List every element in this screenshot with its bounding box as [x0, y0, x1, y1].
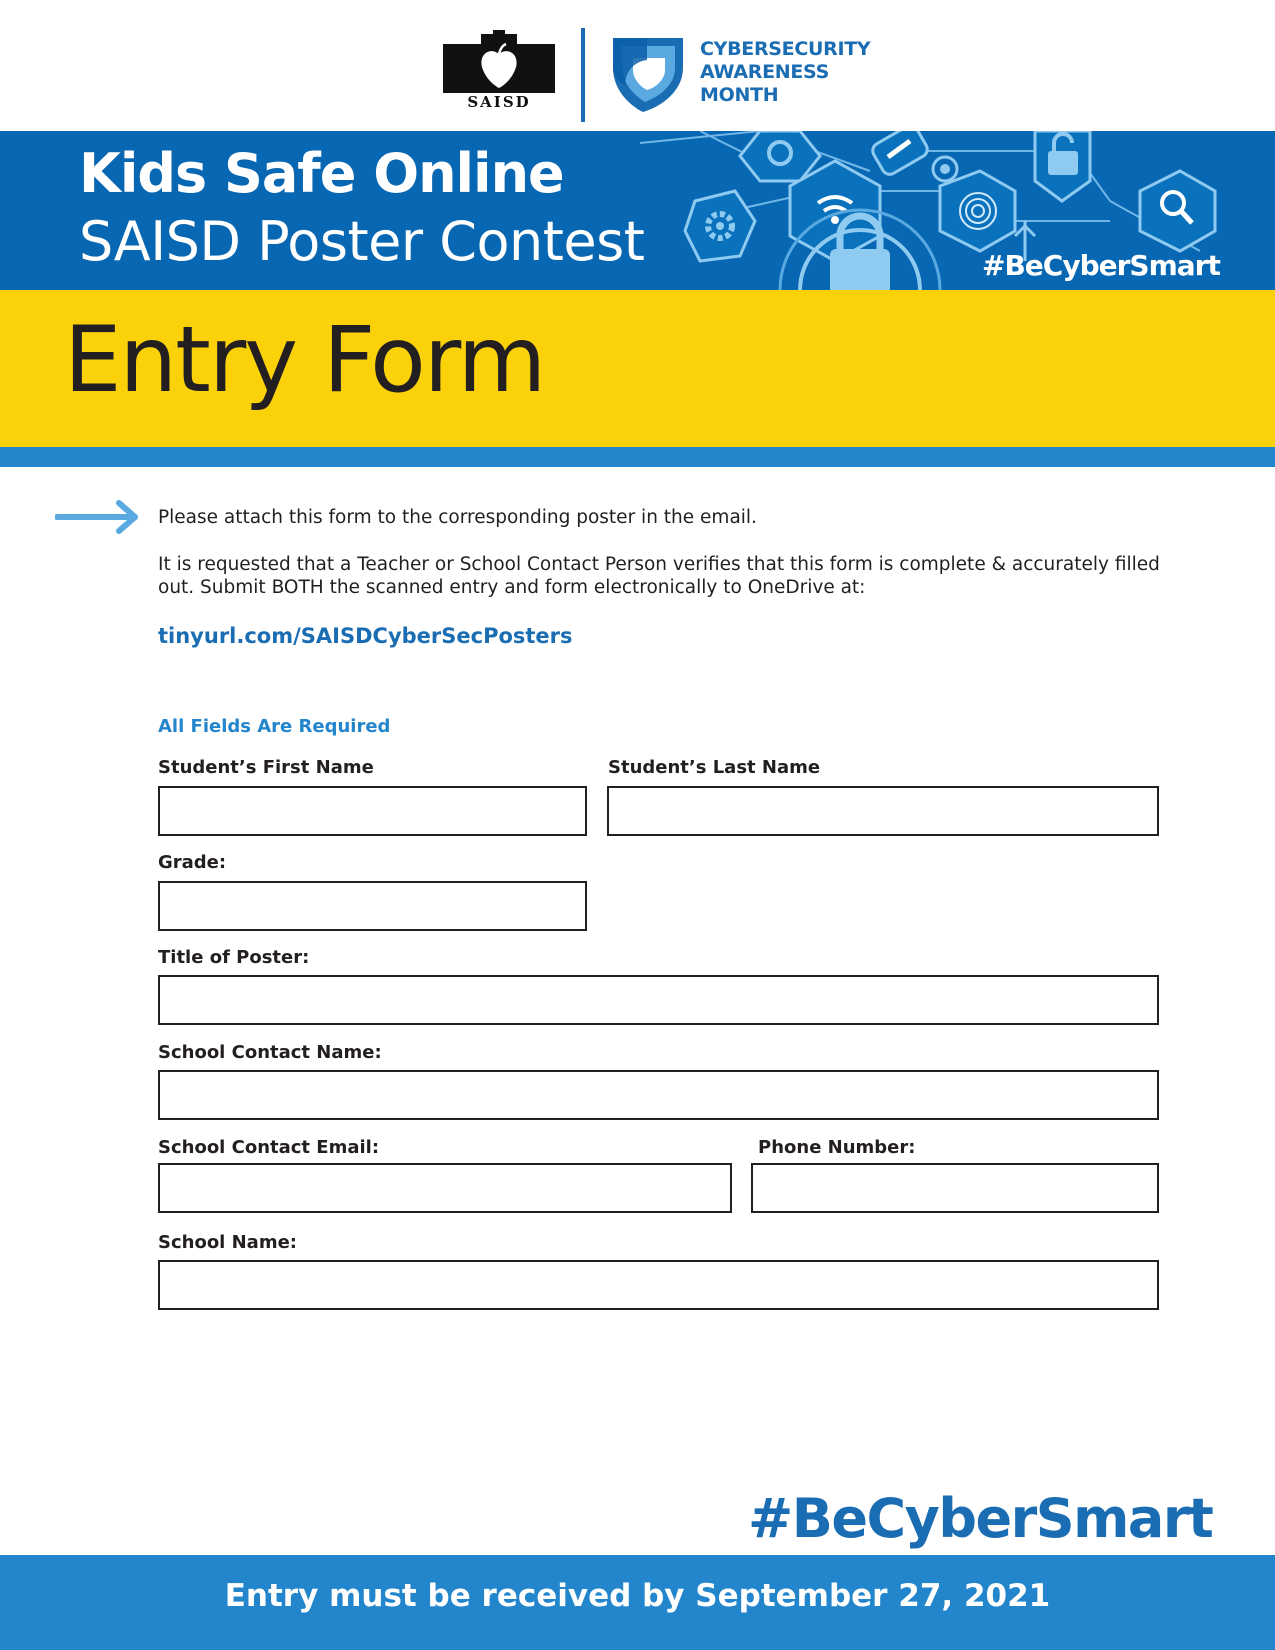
- link-icon: [870, 131, 930, 177]
- fingerprint-icon: [940, 171, 1015, 251]
- refresh-icon: [740, 131, 820, 181]
- contact-name-label: School Contact Name:: [158, 1042, 382, 1063]
- footer-hashtag: #BeCyberSmart: [748, 1487, 1213, 1550]
- poster-title-label: Title of Poster:: [158, 947, 310, 968]
- instruction-attach: Please attach this form to the corresponding poster in the email.: [158, 507, 757, 528]
- onedrive-link[interactable]: tinyurl.com/SAISDCyberSecPosters: [158, 624, 573, 648]
- poster-title-field[interactable]: [158, 975, 1159, 1025]
- phone-field[interactable]: [751, 1163, 1159, 1213]
- touch-icon: [933, 157, 957, 181]
- page-title: Entry Form: [64, 308, 545, 413]
- logo-divider: [581, 28, 585, 122]
- padlock-icon: [1035, 131, 1090, 201]
- contact-name-field[interactable]: [158, 1070, 1159, 1120]
- campaign-line: AWARENESS: [700, 61, 829, 83]
- title-line-2: SAISD Poster Contest: [79, 210, 645, 273]
- campaign-line: MONTH: [700, 84, 779, 106]
- shield-icon: [607, 32, 689, 114]
- instruction-verify: It is requested that a Teacher or School Contact Person verifies that this form is complete & accurately filled out. Submit BOTH the scanned entry and form electronically to OneDrive at:: [158, 554, 1160, 598]
- school-name-label: School Name:: [158, 1232, 297, 1253]
- deadline-text: Entry must be received by September 27, 2021: [224, 1578, 1051, 1614]
- gear-icon: [685, 191, 755, 261]
- divider-band: [0, 447, 1275, 467]
- contact-email-label: School Contact Email:: [158, 1137, 380, 1158]
- campaign-logo-text: [700, 38, 870, 107]
- title-line-1: Kids Safe Online: [79, 142, 564, 205]
- school-name-field[interactable]: [158, 1260, 1159, 1310]
- first-name-field[interactable]: [158, 786, 587, 836]
- grade-field[interactable]: [158, 881, 587, 931]
- arrow-right-icon: [55, 500, 141, 534]
- last-name-field[interactable]: [607, 786, 1159, 836]
- campaign-line: CYBERSECURITY: [700, 38, 871, 60]
- last-name-label: Student’s Last Name: [608, 757, 821, 778]
- contact-email-field[interactable]: [158, 1163, 732, 1213]
- search-icon: [1140, 171, 1215, 251]
- grade-label: Grade:: [158, 852, 227, 873]
- saisd-logo-text: SAISD: [467, 93, 531, 108]
- first-name-label: Student’s First Name: [158, 757, 374, 778]
- header-hashtag: #BeCyberSmart: [982, 249, 1220, 282]
- saisd-logo: [443, 30, 555, 108]
- phone-label: Phone Number:: [758, 1137, 916, 1158]
- required-note: All Fields Are Required: [158, 716, 391, 737]
